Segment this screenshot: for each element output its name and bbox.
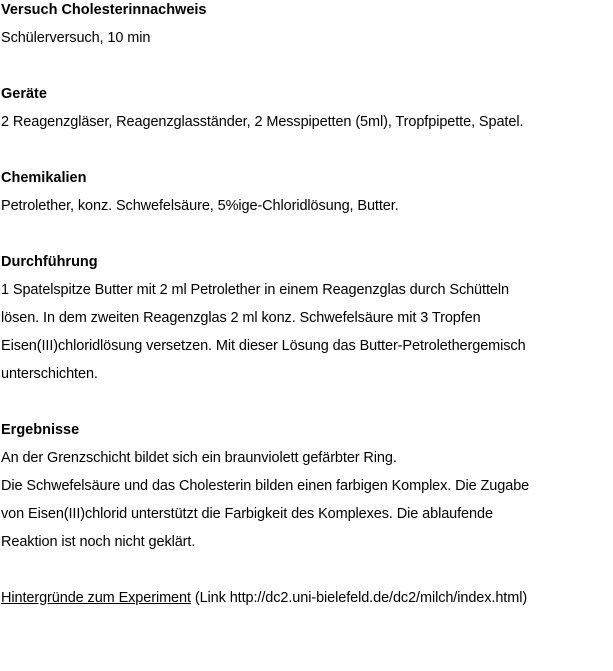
section-heading-geraete: Geräte: [1, 86, 47, 102]
ergebnisse-line: An der Grenzschicht bildet sich ein braunviolett gefärbter Ring.: [1, 450, 397, 466]
ergebnisse-line: Die Schwefelsäure und das Cholesterin bilden einen farbigen Komplex. Die Zugabe: [1, 478, 530, 494]
background-link[interactable]: Hintergründe zum Experiment: [1, 590, 191, 606]
durchfuehrung-line: Eisen(III)chloridlösung versetzen. Mit dieser Lösung das Butter-Petrolethergemisch: [1, 338, 526, 354]
spacer: [1, 140, 613, 168]
section-heading-chemikalien: Chemikalien: [1, 170, 87, 186]
ergebnisse-line: von Eisen(III)chlorid unterstützt die Farbigkeit des Komplexes. Die ablaufende: [1, 506, 493, 522]
spacer: [1, 560, 613, 588]
document-subtitle: Schülerversuch, 10 min: [1, 30, 151, 46]
section-heading-durchfuehrung: Durchführung: [1, 254, 98, 270]
spacer: [1, 392, 613, 420]
spacer: [1, 224, 613, 252]
section-heading-ergebnisse: Ergebnisse: [1, 422, 80, 438]
geraete-line: 2 Reagenzgläser, Reagenzglasständer, 2 Messpipetten (5ml), Tropfpipette, Spatel.: [1, 114, 524, 130]
spacer: [1, 56, 613, 84]
chemikalien-line: Petrolether, konz. Schwefelsäure, 5%ige-Chloridlösung, Butter.: [1, 198, 399, 214]
ergebnisse-line: Reaktion ist noch nicht geklärt.: [1, 534, 196, 550]
durchfuehrung-line: unterschichten.: [1, 366, 98, 382]
background-link-line: [1, 588, 613, 616]
durchfuehrung-line: 1 Spatelspitze Butter mit 2 ml Petrolether in einem Reagenzglas durch Schütteln: [1, 282, 509, 298]
document-title: Versuch Cholesterinnachweis: [1, 2, 207, 18]
link-suffix: (Link http://dc2.uni-bielefeld.de/dc2/milch/index.html): [190, 590, 528, 606]
durchfuehrung-line: lösen. In dem zweiten Reagenzglas 2 ml konz. Schwefelsäure mit 3 Tropfen: [1, 310, 481, 326]
